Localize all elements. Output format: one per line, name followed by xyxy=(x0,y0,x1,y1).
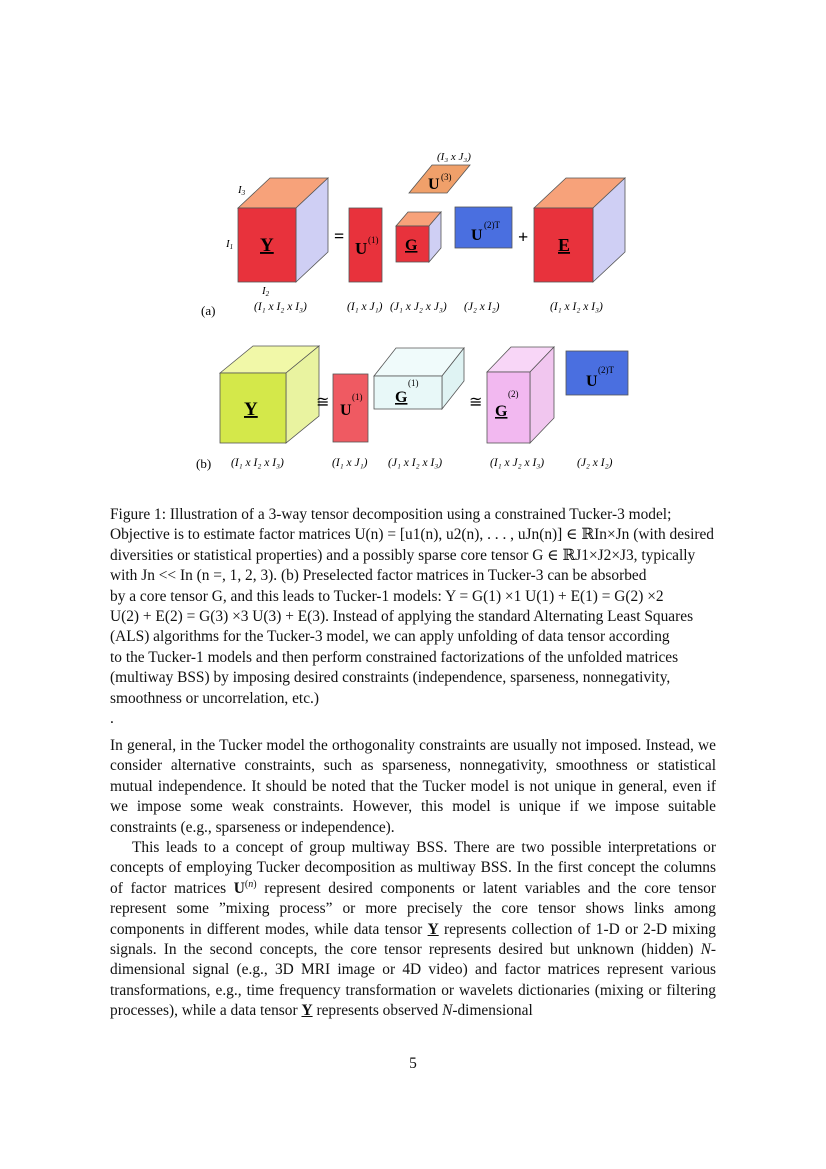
matrix-U2T-b xyxy=(566,351,628,395)
page-number: 5 xyxy=(409,1055,417,1072)
matrix-U2T-a xyxy=(455,207,512,248)
svg-text:(1): (1) xyxy=(368,235,379,245)
svg-text:U: U xyxy=(471,227,483,244)
panel-b-label: (b) xyxy=(196,456,212,471)
caption-line: with Jn << In (n =, 1, 2, 3). (b) Preselected factor matrices in Tucker-3 can be absorbed xyxy=(110,567,647,585)
caption-line: to the Tucker-1 models and then perform constrained factorizations of the unfolded matrices xyxy=(110,648,679,666)
caption-line: Objective is to estimate factor matrices U(n) = [u1(n), u2(n), . . . , uJn(n)] ∈ ℝIn×Jn (with desired xyxy=(110,526,714,544)
caption-line: Figure 1: Illustration of a 3-way tensor decomposition using a constrained Tucker-3 model; xyxy=(110,506,672,523)
caption-line: diversities or statistical properties) and a possibly sparse core tensor G ∈ ℝJ1×J2×J3, typically xyxy=(110,546,696,564)
svg-text:(J₂ x I₂): (J₂ x I₂) xyxy=(577,457,613,469)
svg-text:(I₁ x J₁): (I₁ x J₁) xyxy=(332,457,368,469)
equals-sign: = xyxy=(334,226,345,246)
svg-text:U: U xyxy=(428,176,440,193)
svg-text:(1): (1) xyxy=(408,378,419,388)
svg-text:U: U xyxy=(586,373,598,390)
svg-text:(2)T: (2)T xyxy=(598,365,614,375)
svg-text:G: G xyxy=(405,237,418,254)
caption-dot: . xyxy=(110,710,114,728)
svg-text:I3: I3 xyxy=(238,184,246,197)
caption-line: (multiway BSS) by imposing desired constraints (independence, sparseness, nonnegativity, xyxy=(110,669,671,687)
svg-text:(1): (1) xyxy=(352,392,363,402)
tucker-decomposition-figure xyxy=(0,0,826,500)
caption-line: U(2) + E(2) = G(3) ×3 U(3) + E(3). Instead of applying the standard Alternating Least Squares xyxy=(110,608,694,626)
panel-a-label: (a) xyxy=(201,303,216,318)
core-tensor-G1-b xyxy=(374,348,464,409)
svg-text:(J₁ x I₂ x I₃): (J₁ x I₂ x I₃) xyxy=(388,457,443,469)
svg-text:E: E xyxy=(558,235,571,255)
svg-text:(J₁ x J₂ x J₃): (J₁ x J₂ x J₃) xyxy=(390,301,447,313)
svg-text:I1: I1 xyxy=(226,238,234,251)
matrix-U1-b xyxy=(333,374,368,442)
svg-text:(I₁ x J₁): (I₁ x J₁) xyxy=(347,301,383,313)
svg-text:Y: Y xyxy=(244,399,258,420)
caption-line: by a core tensor G, and this leads to Tucker-1 models: Y = G(1) ×1 U(1) + E(1) = G(2) ×2 xyxy=(110,587,664,605)
svg-text:G: G xyxy=(495,403,508,420)
body-text xyxy=(110,736,716,1022)
svg-text:U: U xyxy=(355,239,368,258)
approx-sign-1: ≅ xyxy=(316,394,330,411)
svg-text:(J₂ x I₂): (J₂ x I₂) xyxy=(464,301,500,313)
plus-sign: + xyxy=(518,227,529,247)
core-tensor-G2-b xyxy=(487,347,554,443)
tensor-E-a xyxy=(534,178,625,282)
svg-text:(I₁ x I₂ x I₃): (I₁ x I₂ x I₃) xyxy=(254,301,307,313)
svg-text:(3): (3) xyxy=(441,172,452,182)
svg-text:(I₁ x J₂ x I₃): (I₁ x J₂ x I₃) xyxy=(490,457,545,469)
Y-symbol-a: Y xyxy=(260,235,274,256)
caption-line: (ALS) algorithms for the Tucker-3 model, we can apply unfolding of data tensor according xyxy=(110,628,670,646)
svg-text:U: U xyxy=(340,402,352,419)
matrix-U1-a xyxy=(349,208,382,282)
approx-sign-2: ≅ xyxy=(469,394,483,411)
paragraph-2: This leads to a concept of group multiway BSS. There are two possible interpretations or concepts of employing Tucker decomposition as multiway BSS. In the first concept the columns of factor matrices $U^{(n)}$ represent desired components or latent variables and the core tensor represent some ”mixing process” or more precisely the core tensor shows links among components in different modes, while data tensor Y represents collection of 1-D or 2-D mixing signals. In the second concepts, the core tensor represents desired but unknown (hidden) N-dimensional signal (e.g., 3D MRI image or 4D video) and factor matrices represent various transformations, e.g., time frequency transformation or wavelets dictionaries (mixing or filtering processes), while a data tensor Y represents observed N-dimensional xyxy=(110,839,716,1020)
U3-size-label: (I₃ x J₃) xyxy=(437,151,471,163)
matrix-U3-a xyxy=(409,165,470,193)
svg-text:(I₁ x I₂ x I₃): (I₁ x I₂ x I₃) xyxy=(550,301,603,313)
svg-text:G: G xyxy=(395,389,408,406)
figure-caption xyxy=(110,505,716,729)
svg-text:(2)T: (2)T xyxy=(484,220,500,230)
tensor-Y-b xyxy=(220,346,319,443)
svg-text:I2: I2 xyxy=(262,285,270,298)
core-tensor-G-a xyxy=(396,212,441,262)
tensor-Y-a xyxy=(238,178,328,282)
svg-text:(I₁ x I₂ x I₃): (I₁ x I₂ x I₃) xyxy=(231,457,284,469)
paragraph-1: In general, in the Tucker model the orthogonality constraints are usually not imposed. Instead, we consider alternative constraints, such as sparseness, nonnegativity, smoothness or statistical mutual independence. It should be noted that the Tucker model is not unique in general, even if we impose some weak constraints. However, this model is unique if we impose suitable constraints (e.g., sparseness or independence). xyxy=(110,737,716,836)
svg-text:(2): (2) xyxy=(508,389,519,399)
caption-line: smoothness or uncorrelation, etc.) xyxy=(110,689,319,707)
